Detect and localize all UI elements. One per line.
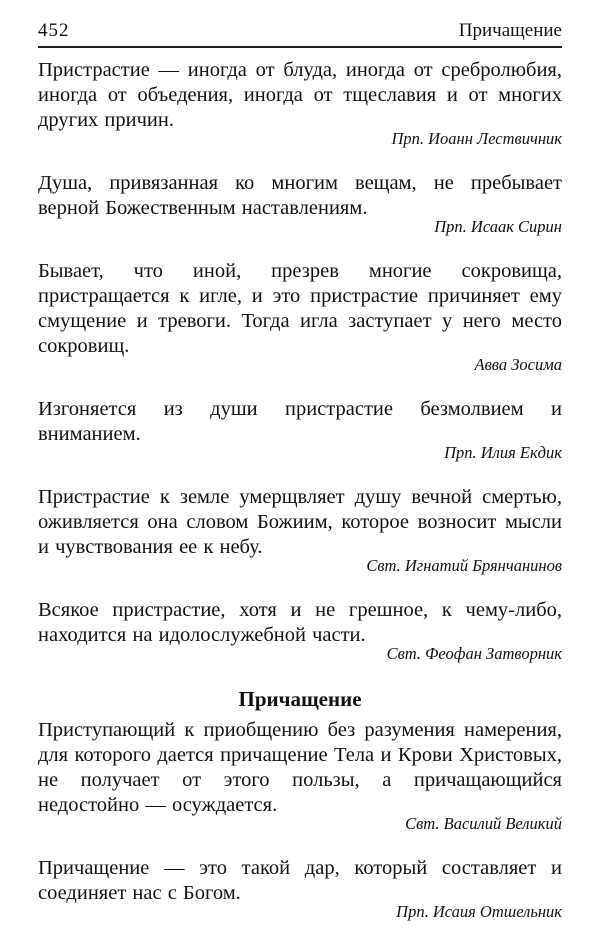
quote-block [38, 259, 562, 375]
quote-text: Всякое пристрастие, хотя и не грешное, к чему-либо, находится на идолослужебной части. [38, 599, 562, 646]
quote-author: Прп. Исаия Отшельник [396, 902, 562, 921]
quote-author: Прп. Иоанн Лествичник [391, 129, 562, 148]
quote-author: Авва Зосима [474, 355, 562, 374]
quote-author: Прп. Илия Екдик [444, 443, 562, 462]
quote-text: Изгоняется из души пристрастие безмолвием и вниманием. [38, 398, 562, 445]
quote-author: Прп. Исаак Сирин [434, 217, 562, 236]
quote-author: Свт. Игнатий Брянчанинов [366, 556, 562, 575]
page-content [38, 58, 562, 944]
quote-text: Душа, привязанная ко многим вещам, не пребывает верной Божественным наставлениям. [38, 172, 562, 219]
quote-block [38, 171, 562, 237]
quote-block [38, 485, 562, 576]
quote-text: Приступающий к приобщению без разумения намерения, для которого дается причащение Тела и Крови Христовых, не получает от этого пользы, а причащающийся недостойно — осуждается. [38, 719, 562, 816]
quote-author: Свт. Феофан Затворник [386, 644, 562, 663]
quote-block [38, 598, 562, 664]
quote-text: Пристрастие к земле умерщвляет душу вечной смертью, оживляется она словом Божиим, которое возносит мысли и чувствования ее к небу. [38, 486, 562, 558]
page-number: 452 [38, 20, 70, 41]
quote-block [38, 718, 562, 834]
quote-block [38, 58, 562, 149]
section-heading: Причащение [238, 687, 362, 711]
quote-author: Свт. Василий Великий [405, 814, 562, 833]
running-title: Причащение [458, 20, 562, 41]
quote-text: Причащение — это такой дар, который составляет и соединяет нас с Богом. [38, 857, 562, 904]
quote-text: Пристрастие — иногда от блуда, иногда от сребролюбия, иногда от объедения, иногда от тщеславия и от многих других причин. [38, 59, 562, 131]
page-header [38, 16, 562, 48]
quote-block [38, 856, 562, 922]
quote-block [38, 397, 562, 463]
quote-text: Бывает, что иной, презрев многие сокровища, пристращается к игле, и это пристрастие причиняет ему смущение и тревоги. Тогда игла заступает у него место сокровищ. [38, 260, 562, 357]
